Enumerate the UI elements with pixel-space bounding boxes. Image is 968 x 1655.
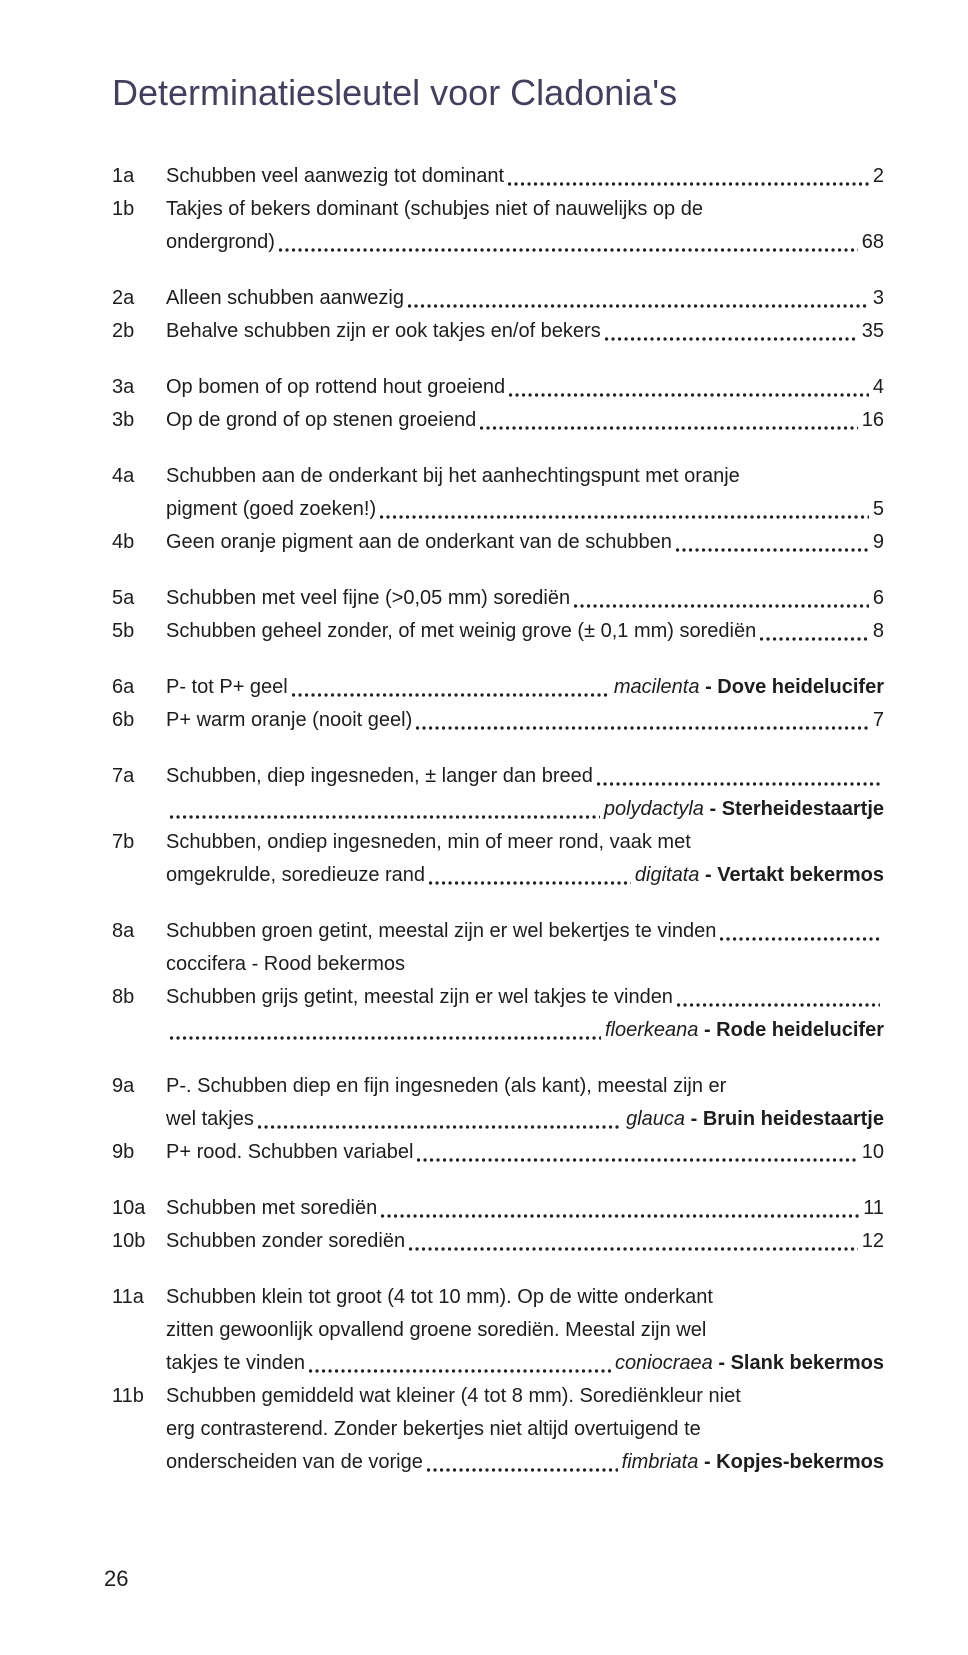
leader-dots xyxy=(429,881,631,885)
species-name: fimbriata xyxy=(621,1451,699,1473)
key-entry-9a xyxy=(112,1070,884,1136)
entry-label: 11a xyxy=(112,1286,144,1308)
entry-body xyxy=(166,915,884,981)
entry-body xyxy=(166,671,884,704)
entry-line xyxy=(166,404,884,437)
entry-text: onderscheiden van de vorige xyxy=(166,1451,423,1473)
leader-dots xyxy=(676,548,869,552)
entry-text: wel takjes xyxy=(166,1108,254,1130)
leader-dots xyxy=(509,393,869,397)
entry-line xyxy=(166,582,884,615)
entry-line xyxy=(166,826,884,859)
key-entry-2b xyxy=(112,315,884,348)
entry-line xyxy=(166,493,884,526)
entry-label: 11b xyxy=(112,1385,144,1407)
entry-text: Schubben veel aanwezig tot dominant xyxy=(166,165,505,187)
entry-label: 5a xyxy=(112,587,135,609)
entry-body xyxy=(166,826,884,892)
entry-body xyxy=(166,526,884,559)
entry-label: 7b xyxy=(112,831,135,853)
entry-text: Schubben groen getint, meestal zijn er wel bekertjes te vinden xyxy=(166,920,717,942)
target-number: 8 xyxy=(872,620,884,642)
key-entry-5a xyxy=(112,582,884,615)
leader-dots xyxy=(309,1369,611,1373)
entry-text: takjes te vinden xyxy=(166,1352,305,1374)
entry-line xyxy=(166,1281,884,1314)
target-number: 9 xyxy=(872,531,884,553)
entry-line xyxy=(166,1070,884,1103)
target-number: 6 xyxy=(872,587,884,609)
leader-dots xyxy=(170,1036,601,1040)
entry-label: 6b xyxy=(112,709,135,731)
entry-label: 1a xyxy=(112,165,135,187)
entry-body xyxy=(166,1070,884,1136)
entry-text: Schubben klein tot groot (4 tot 10 mm). Op de witte onderkant xyxy=(166,1286,713,1308)
leader-dots xyxy=(408,304,869,308)
entry-text: Op de grond of op stenen groeiend xyxy=(166,409,477,431)
entry-label: 9b xyxy=(112,1141,135,1163)
entry-text: Schubben, ondiep ingesneden, min of meer rond, vaak met xyxy=(166,831,691,853)
entry-body xyxy=(166,1380,884,1479)
entry-label: 4b xyxy=(112,531,135,553)
entry-line xyxy=(166,315,884,348)
key-entry-2a xyxy=(112,282,884,315)
key-entry-11b xyxy=(112,1380,884,1479)
entry-text: omgekrulde, soredieuze rand xyxy=(166,864,426,886)
leader-dots xyxy=(427,1468,618,1472)
entry-text: Behalve schubben zijn er ook takjes en/of bekers xyxy=(166,320,601,342)
entry-text: Schubben met sorediën xyxy=(166,1197,378,1219)
key-entry-8b xyxy=(112,981,884,1047)
target-number: 35 xyxy=(861,320,884,342)
entry-line xyxy=(166,460,884,493)
entry-line xyxy=(166,1225,884,1258)
entry-label: 4a xyxy=(112,465,135,487)
vernacular-name: - Kopjes-bekermos xyxy=(703,1451,884,1473)
entry-line xyxy=(166,193,884,226)
key-entry-3a xyxy=(112,371,884,404)
key-entry-1a xyxy=(112,160,884,193)
entry-text: Schubben gemiddeld wat kleiner (4 tot 8 mm). Sorediënkleur niet xyxy=(166,1385,741,1407)
entry-label: 6a xyxy=(112,676,135,698)
entry-label: 3a xyxy=(112,376,135,398)
entry-body xyxy=(166,193,884,259)
key-entry-6a xyxy=(112,671,884,704)
key-entry-10a xyxy=(112,1192,884,1225)
entry-text: Schubben, diep ingesneden, ± langer dan breed xyxy=(166,765,593,787)
entry-text: Schubben grijs getint, meestal zijn er wel takjes te vinden xyxy=(166,986,673,1008)
key-entry-8a xyxy=(112,915,884,981)
entry-body xyxy=(166,981,884,1047)
entry-body xyxy=(166,1225,884,1258)
leader-dots xyxy=(381,1214,859,1218)
entry-text: P+ warm oranje (nooit geel) xyxy=(166,709,413,731)
entry-line xyxy=(166,1103,884,1136)
species-name: polydactyla xyxy=(603,798,704,820)
key-entry-1b xyxy=(112,193,884,259)
entry-text: Geen oranje pigment aan de onderkant van de schubben xyxy=(166,531,672,553)
entry-line xyxy=(166,371,884,404)
entry-line xyxy=(166,1014,884,1047)
entry-label: 8a xyxy=(112,920,135,942)
target-number: 4 xyxy=(872,376,884,398)
entry-line xyxy=(166,948,884,981)
leader-dots xyxy=(409,1247,858,1251)
key-entry-7b xyxy=(112,826,884,892)
entry-label: 8b xyxy=(112,986,135,1008)
target-number: 12 xyxy=(861,1230,884,1252)
entry-text: coccifera - Rood bekermos xyxy=(166,953,405,975)
entry-body xyxy=(166,704,884,737)
entry-label: 7a xyxy=(112,765,135,787)
entry-line xyxy=(166,526,884,559)
entry-text: Alleen schubben aanwezig xyxy=(166,287,404,309)
entry-label: 3b xyxy=(112,409,135,431)
entry-text: pigment (goed zoeken!) xyxy=(166,498,377,520)
entry-text: Takjes of bekers dominant (schubjes niet of nauwelijks op de xyxy=(166,198,703,220)
entry-text: erg contrasterend. Zonder bekertjes niet altijd overtuigend te xyxy=(166,1418,701,1440)
leader-dots xyxy=(760,637,869,641)
leader-dots xyxy=(574,604,869,608)
leader-dots xyxy=(380,515,869,519)
entry-label: 2a xyxy=(112,287,135,309)
entry-text: ondergrond) xyxy=(166,231,275,253)
target-number: 3 xyxy=(872,287,884,309)
key-list xyxy=(112,160,884,1479)
key-entry-9b xyxy=(112,1136,884,1169)
entry-line xyxy=(166,704,884,737)
entry-line xyxy=(166,671,884,704)
key-entry-4b xyxy=(112,526,884,559)
entry-body xyxy=(166,371,884,404)
entry-body xyxy=(166,760,884,826)
entry-text: Schubben aan de onderkant bij het aanhechtingspunt met oranje xyxy=(166,465,740,487)
leader-dots xyxy=(720,937,880,941)
entry-line xyxy=(166,915,884,948)
entry-line xyxy=(166,1413,884,1446)
entry-body xyxy=(166,1192,884,1225)
key-entry-7a xyxy=(112,760,884,826)
entry-line xyxy=(166,793,884,826)
entry-label: 10a xyxy=(112,1197,146,1219)
entry-line xyxy=(166,282,884,315)
leader-dots xyxy=(677,1003,880,1007)
key-entry-10b xyxy=(112,1225,884,1258)
entry-body xyxy=(166,160,884,193)
entry-label: 1b xyxy=(112,198,135,220)
entry-body xyxy=(166,615,884,648)
key-entry-11a xyxy=(112,1281,884,1380)
target-number: 5 xyxy=(872,498,884,520)
leader-dots xyxy=(480,426,858,430)
key-entry-4a xyxy=(112,460,884,526)
entry-body xyxy=(166,282,884,315)
entry-line xyxy=(166,760,884,793)
key-entry-5b xyxy=(112,615,884,648)
species-name: glauca xyxy=(626,1108,686,1130)
entry-line xyxy=(166,1192,884,1225)
leader-dots xyxy=(170,815,600,819)
entry-line xyxy=(166,1347,884,1380)
vernacular-name: - Slank bekermos xyxy=(718,1352,884,1374)
vernacular-name: - Sterheidestaartje xyxy=(709,798,884,820)
leader-dots xyxy=(508,182,869,186)
entry-body xyxy=(166,582,884,615)
target-number: 68 xyxy=(861,231,884,253)
entry-line xyxy=(166,859,884,892)
entry-text: zitten gewoonlijk opvallend groene sorediën. Meestal zijn wel xyxy=(166,1319,707,1341)
entry-line xyxy=(166,226,884,259)
entry-label: 2b xyxy=(112,320,135,342)
entry-text: Op bomen of op rottend hout groeiend xyxy=(166,376,506,398)
entry-line xyxy=(166,1446,884,1479)
species-name: macilenta xyxy=(613,676,700,698)
entry-body xyxy=(166,460,884,526)
target-number: 2 xyxy=(872,165,884,187)
entry-line xyxy=(166,615,884,648)
entry-body xyxy=(166,404,884,437)
vernacular-name: - Bruin heidestaartje xyxy=(690,1108,884,1130)
leader-dots xyxy=(605,337,858,341)
leader-dots xyxy=(258,1125,622,1129)
target-number: 16 xyxy=(861,409,884,431)
entry-label: 10b xyxy=(112,1230,146,1252)
leader-dots xyxy=(416,726,869,730)
vernacular-name: - Dove heidelucifer xyxy=(705,676,884,698)
entry-label: 9a xyxy=(112,1075,135,1097)
target-number: 10 xyxy=(861,1141,884,1163)
entry-line xyxy=(166,1136,884,1169)
key-entry-3b xyxy=(112,404,884,437)
entry-body xyxy=(166,1281,884,1380)
leader-dots xyxy=(292,693,610,697)
key-entry-6b xyxy=(112,704,884,737)
entry-label: 5b xyxy=(112,620,135,642)
species-name: digitata xyxy=(634,864,700,886)
entry-line xyxy=(166,981,884,1014)
vernacular-name: - Vertakt bekermos xyxy=(705,864,884,886)
entry-text: P- tot P+ geel xyxy=(166,676,288,698)
species-name: coniocraea xyxy=(614,1352,713,1374)
page-title: Determinatiesleutel voor Cladonia's xyxy=(112,72,678,113)
target-number: 11 xyxy=(863,1197,884,1219)
target-number: 7 xyxy=(872,709,884,731)
entry-text: P-. Schubben diep en fijn ingesneden (als kant), meestal zijn er xyxy=(166,1075,727,1097)
entry-body xyxy=(166,1136,884,1169)
entry-text: Schubben zonder sorediën xyxy=(166,1230,406,1252)
page-number: 26 xyxy=(104,1566,129,1591)
species-name: floerkeana xyxy=(604,1019,699,1041)
vernacular-name: - Rode heidelucifer xyxy=(703,1019,884,1041)
entry-text: Schubben met veel fijne (>0,05 mm) sorediën xyxy=(166,587,571,609)
leader-dots xyxy=(597,782,880,786)
entry-line xyxy=(166,1380,884,1413)
entry-body xyxy=(166,315,884,348)
entry-text: Schubben geheel zonder, of met weinig grove (± 0,1 mm) sorediën xyxy=(166,620,757,642)
entry-line xyxy=(166,1314,884,1347)
entry-text: P+ rood. Schubben variabel xyxy=(166,1141,414,1163)
entry-line xyxy=(166,160,884,193)
leader-dots xyxy=(417,1158,857,1162)
leader-dots xyxy=(279,248,858,252)
